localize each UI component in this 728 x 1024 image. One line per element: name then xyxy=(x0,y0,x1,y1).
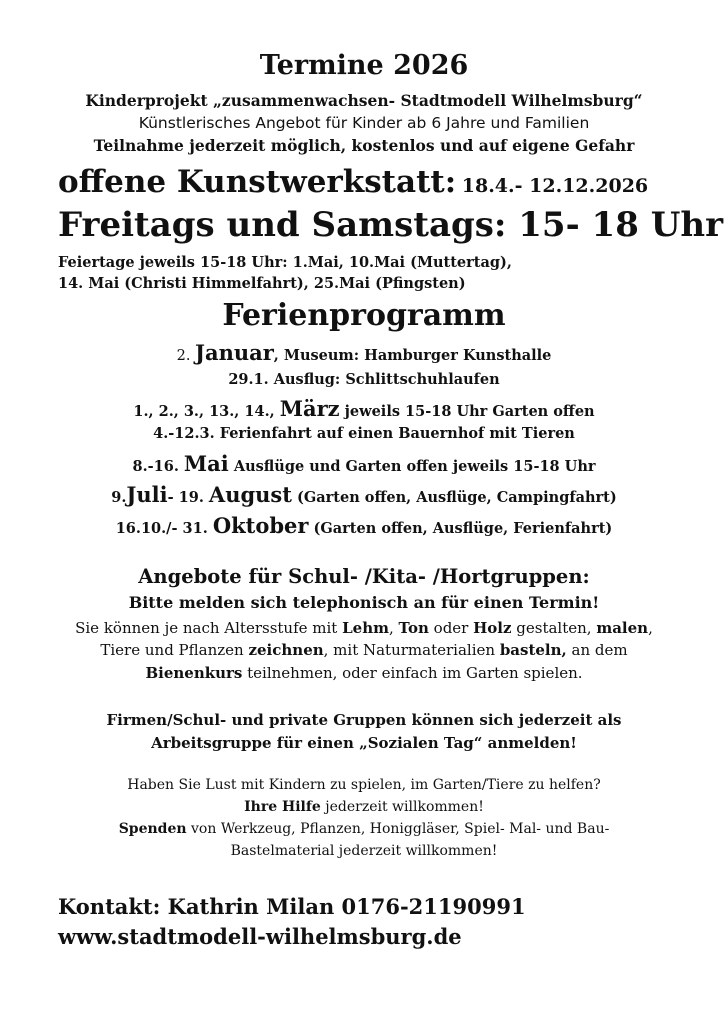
page-title: Termine 2026 xyxy=(259,50,469,81)
entry-month: Mai xyxy=(183,451,229,476)
text-span-bold: basteln, xyxy=(499,641,567,659)
workshop-dates: 18.4.- 12.12.2026 xyxy=(461,175,649,197)
program-entry-skating: 29.1. Ausflug: Schlittschuhlaufen xyxy=(228,371,500,388)
holiday-hours-line2: 14. Mai (Christi Himmelfahrt), 25.Mai (Pfingsten) xyxy=(58,275,466,292)
program-entry-october xyxy=(0,513,728,538)
project-name: Kinderprojekt „zusammenwachsen- Stadtmodell Wilhelmsburg“ xyxy=(85,91,643,110)
entry-date: - 19. xyxy=(167,489,209,506)
text-span-bold: zeichnen xyxy=(248,641,324,659)
companies-line1: Firmen/Schul- und private Gruppen können sich jederzeit als xyxy=(106,711,622,729)
text-span: , xyxy=(648,619,653,637)
workshop-heading xyxy=(58,164,648,200)
text-span: teilnehmen, oder einfach im Garten spielen. xyxy=(242,664,583,682)
website-link[interactable]: www.stadtmodell-wilhelmsburg.de xyxy=(58,924,462,949)
workshop-title: offene Kunstwerkstatt: xyxy=(58,164,457,200)
offer-description: Künstlerisches Angebot für Kinder ab 6 Jahre und Familien xyxy=(138,114,590,132)
entry-text: , Museum: Hamburger Kunsthalle xyxy=(273,347,552,364)
text-span-bold: Ihre Hilfe xyxy=(244,799,321,815)
help-line3 xyxy=(0,821,728,837)
text-span: , xyxy=(388,619,399,637)
groups-text-line2 xyxy=(0,641,728,659)
workshop-hours: Freitags und Samstags: 15- 18 Uhr xyxy=(58,205,723,245)
groups-title: Angebote für Schul- /Kita- /Hortgruppen: xyxy=(138,565,590,588)
entry-text: jeweils 15-18 Uhr Garten offen xyxy=(339,403,595,420)
text-span: Tiere und Pflanzen xyxy=(100,641,249,659)
entry-date: 1., 2., 3., 13., 14., xyxy=(133,403,280,420)
entry-month: März xyxy=(279,396,340,421)
groups-text-line1 xyxy=(0,619,728,637)
entry-month: August xyxy=(208,482,292,507)
program-entry-farm-trip: 4.-12.3. Ferienfahrt auf einen Bauernhof mit Tieren xyxy=(153,425,575,442)
program-entry-march xyxy=(0,396,728,421)
entry-date: 8.-16. xyxy=(132,458,184,475)
text-span: von Werkzeug, Pflanzen, Honiggläser, Spiel- Mal- und Bau- xyxy=(186,821,610,837)
entry-text: Ausflüge und Garten offen jeweils 15-18 Uhr xyxy=(228,458,596,475)
text-span-bold: Ton xyxy=(398,619,429,637)
groups-text-line3 xyxy=(0,664,728,682)
holiday-program-title: Ferienprogramm xyxy=(222,298,506,333)
holiday-hours-line1: Feiertage jeweils 15-18 Uhr: 1.Mai, 10.Mai (Muttertag), xyxy=(58,254,512,271)
companies-line2: Arbeitsgruppe für einen „Sozialen Tag“ anmelden! xyxy=(151,734,577,752)
entry-text: (Garten offen, Ausflüge, Ferienfahrt) xyxy=(308,520,613,537)
entry-date: 16.10./- 31. xyxy=(115,520,213,537)
text-span: jederzeit willkommen! xyxy=(320,799,484,815)
text-span-bold: Bienenkurs xyxy=(145,664,243,682)
entry-date: 2. xyxy=(176,348,196,364)
entry-month: Januar xyxy=(195,340,274,365)
text-span: an dem xyxy=(566,641,628,659)
text-span: gestalten, xyxy=(511,619,597,637)
participation-note: Teilnahme jederzeit möglich, kostenlos und auf eigene Gefahr xyxy=(93,136,635,155)
text-span: , mit Naturmaterialien xyxy=(323,641,500,659)
help-line1: Haben Sie Lust mit Kindern zu spielen, im Garten/Tiere zu helfen? xyxy=(127,777,601,793)
program-entry-summer xyxy=(0,482,728,507)
text-span: Sie können je nach Altersstufe mit xyxy=(75,619,343,637)
text-span-bold: malen xyxy=(596,619,649,637)
program-entry-january xyxy=(0,340,728,365)
help-line4: Bastelmaterial jederzeit willkommen! xyxy=(230,843,498,859)
groups-subtitle: Bitte melden sich telephonisch an für einen Termin! xyxy=(128,593,600,612)
text-span-bold: Lehm xyxy=(342,619,389,637)
contact-line: Kontakt: Kathrin Milan 0176-21190991 xyxy=(58,894,526,919)
program-entry-may xyxy=(0,451,728,476)
entry-month: Juli xyxy=(126,482,168,507)
text-span-bold: Holz xyxy=(473,619,512,637)
text-span: oder xyxy=(428,619,474,637)
entry-text: (Garten offen, Ausflüge, Campingfahrt) xyxy=(291,489,617,506)
text-span-bold: Spenden xyxy=(118,821,187,837)
help-line2 xyxy=(0,799,728,815)
entry-date: 9. xyxy=(111,489,127,506)
entry-month: Oktober xyxy=(212,513,309,538)
